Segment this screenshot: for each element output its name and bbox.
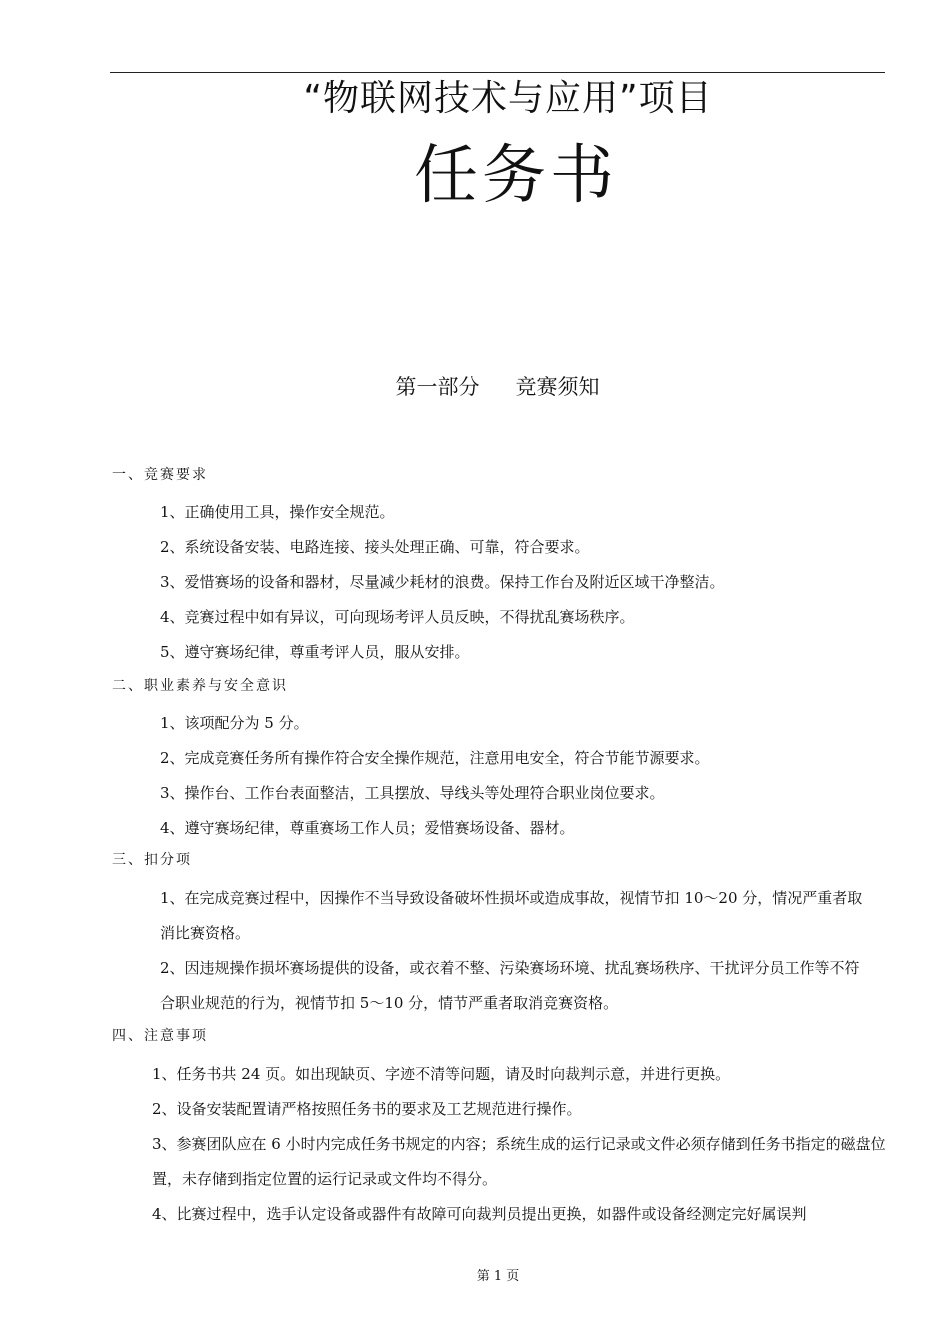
list-item: 1、任务书共 24 页。如出现缺页、字迹不清等问题，请及时向裁判示意，并进行更换。	[152, 1065, 731, 1083]
list-item: 3、参赛团队应在 6 小时内完成任务书规定的内容；系统生成的运行记录或文件必须存储到任务书指定的磁盘位置，未存储到指定位置的运行记录或文件均不得分。	[152, 1135, 886, 1188]
list-item: 4、遵守赛场纪律，尊重赛场工作人员；爱惜赛场设备、器材。	[160, 819, 575, 837]
list-item: 4、比赛过程中，选手认定设备或器件有故障可向裁判员提出更换，如器件或设备经测定完好属误判	[152, 1205, 807, 1223]
list-item: 1、正确使用工具，操作安全规范。	[160, 503, 395, 521]
list-item: 3、爱惜赛场的设备和器材，尽量减少耗材的浪费。保持工作台及附近区域干净整洁。	[160, 573, 725, 591]
list-item: 2、完成竞赛任务所有操作符合安全操作规范，注意用电安全，符合节能节源要求。	[160, 749, 710, 767]
list-item: 2、因违规操作损坏赛场提供的设备，或衣着不整、污染赛场环境、扰乱赛场秩序、干扰评分员工作等不符合职业规范的行为，视情节扣 5～10 分，情节严重者取消竞赛资格。	[160, 959, 860, 1012]
section-heading-notes: 四、注意事项	[112, 1028, 208, 1044]
part-name: 竞赛须知	[515, 375, 600, 399]
page-number: 第 1 页	[476, 1269, 520, 1284]
section-heading-professionalism: 二、职业素养与安全意识	[112, 678, 288, 694]
list-item: 1、在完成竞赛过程中，因操作不当导致设备破坏性损坏或造成事故，视情节扣 10～20 分，情况严重者取消比赛资格。	[160, 889, 863, 942]
part-label: 第一部分	[395, 375, 480, 399]
list-item: 1、该项配分为 5 分。	[160, 714, 309, 732]
section-heading-requirements: 一、竞赛要求	[112, 467, 208, 483]
list-item: 3、操作台、工作台表面整洁，工具摆放、导线头等处理符合职业岗位要求。	[160, 784, 665, 802]
section-heading-deductions: 三、扣分项	[112, 852, 192, 868]
list-item: 2、设备安装配置请严格按照任务书的要求及工艺规范进行操作。	[152, 1100, 582, 1118]
list-item: 5、遵守赛场纪律，尊重考评人员，服从安排。	[160, 643, 470, 661]
part-title	[0, 372, 950, 402]
project-title: “物联网技术与应用”项目	[303, 78, 713, 119]
list-item: 4、竞赛过程中如有异议，可向现场考评人员反映，不得扰乱赛场秩序。	[160, 608, 635, 626]
header-rule	[110, 72, 885, 73]
document-title: 任务书	[414, 139, 618, 213]
list-item: 2、系统设备安装、电路连接、接头处理正确、可靠，符合要求。	[160, 538, 590, 556]
